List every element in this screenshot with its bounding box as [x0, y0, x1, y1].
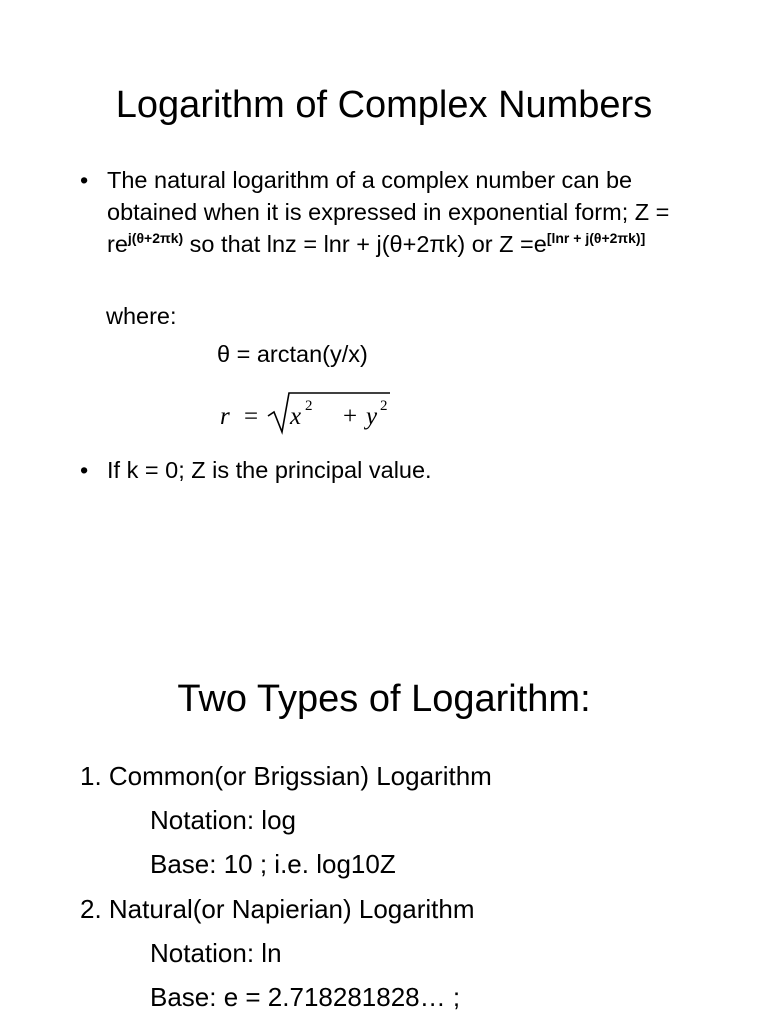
common-log-heading: 1. Common(or Brigssian) Logarithm [80, 761, 492, 791]
exponent-b: [lnr + j(θ+2πk)] [546, 230, 646, 246]
natural-log-heading: 2. Natural(or Napierian) Logarithm [80, 894, 475, 924]
bullet-text-b: so that lnz = lnr + j(θ+2πk) or Z =e [183, 231, 547, 257]
r-term-x: x [290, 403, 302, 430]
natural-log-notation: Notation: ln [150, 938, 282, 968]
slide-two-types [0, 512, 768, 1024]
r-term-y: y [366, 403, 378, 430]
r-plus: + [343, 403, 358, 430]
bullet-natural-log [80, 164, 720, 260]
r-formula [218, 388, 398, 440]
where-label: where: [106, 303, 177, 329]
bullet-list [80, 164, 720, 260]
natural-log-base: Base: e = 2.718281828… ; [150, 982, 461, 1012]
slide-title: Two Types of Logarithm: [177, 678, 591, 720]
r-lhs: r [220, 403, 230, 430]
common-log-base: Base: 10 ; i.e. log10Z [150, 849, 396, 879]
exponent-a: j(θ+2πk) [127, 230, 184, 246]
bullet-principal-value: • If k = 0; Z is the principal value. [80, 454, 720, 486]
r-exp-x: 2 [305, 398, 313, 414]
r-exp-y: 2 [380, 398, 388, 414]
bullet-list-2 [80, 454, 720, 486]
r-equals: = [244, 403, 259, 430]
theta-formula: θ = arctan(y/x) [217, 341, 368, 367]
slide-title: Logarithm of Complex Numbers [115, 84, 653, 126]
common-log-notation: Notation: log [150, 805, 296, 835]
bullet-text-a: The natural logarithm of a complex number can be obtained when it is expressed in exponential form; Z = re [107, 167, 670, 257]
